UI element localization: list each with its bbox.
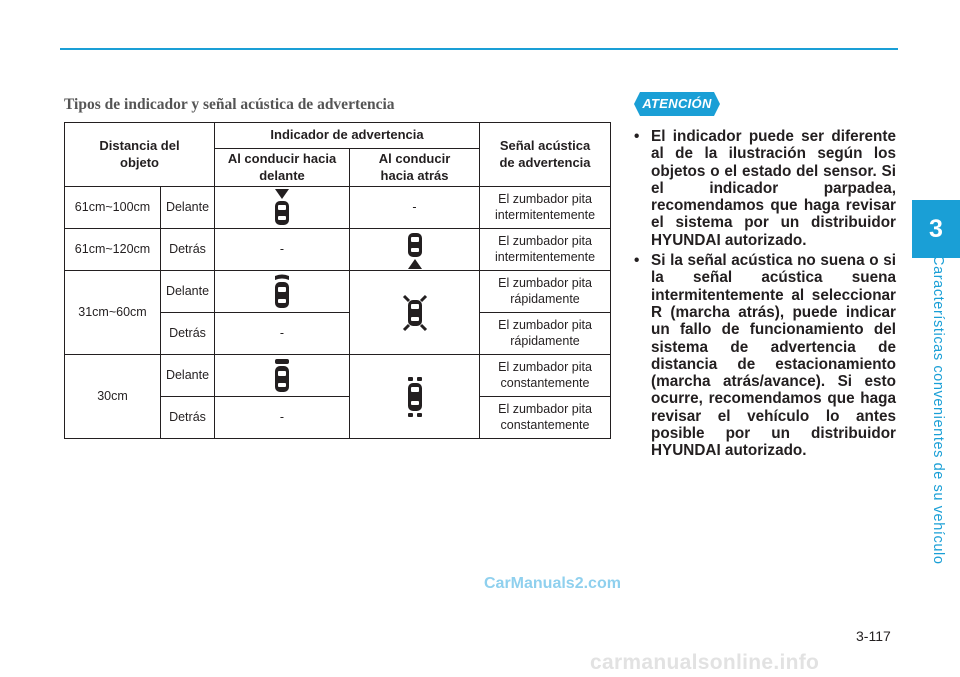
table-row — [65, 187, 611, 229]
watermark: CarManuals2.com — [484, 575, 621, 592]
bullet-glyph: • — [634, 128, 640, 145]
attention-badge — [634, 92, 720, 116]
forward-indicator-cell: - — [215, 397, 350, 439]
forward-indicator-cell — [215, 271, 350, 313]
header-forward: Al conducir hacia delante — [215, 149, 350, 187]
direction-cell: Detrás — [161, 397, 215, 439]
forward-indicator-cell: - — [215, 313, 350, 355]
list-item — [634, 252, 896, 460]
direction-cell: Detrás — [161, 313, 215, 355]
car-front-warning-icon — [273, 189, 291, 227]
direction-cell: Detrás — [161, 229, 215, 271]
car-front-contact-warning-icon — [272, 358, 292, 394]
direction-cell: Delante — [161, 271, 215, 313]
reverse-indicator-cell: - — [350, 187, 480, 229]
reverse-indicator-cell — [350, 355, 480, 439]
footer-site-mark: carmanualsonline.info — [590, 651, 820, 674]
header-sound: Señal acústica de advertencia — [480, 123, 611, 187]
forward-indicator-cell: - — [215, 229, 350, 271]
note-text: El indicador puede ser diferente al de la ilustración según los objetos o el estado del sensor. Si el indicador parpadea, recomendamos que haga revisar el sistema por un distribuidor HYUNDAI autorizado. — [651, 128, 896, 249]
reverse-indicator-cell — [350, 271, 480, 355]
distance-cell: 61cm~120cm — [65, 229, 161, 271]
header-rule — [60, 48, 898, 50]
warning-table — [64, 122, 611, 439]
attention-label: ATENCIÓN — [642, 96, 712, 111]
section-title: Tipos de indicador y señal acústica de advertencia — [64, 96, 395, 113]
sound-cell: El zumbador pita rápidamente — [480, 271, 611, 313]
chapter-number: 3 — [929, 214, 943, 243]
sound-cell: El zumbador pita intermitentemente — [480, 187, 611, 229]
forward-indicator-cell — [215, 355, 350, 397]
table-row — [65, 271, 611, 313]
reverse-indicator-cell — [350, 229, 480, 271]
direction-cell: Delante — [161, 187, 215, 229]
sound-cell: El zumbador pita constantemente — [480, 397, 611, 439]
table-row — [65, 229, 611, 271]
header-indicator: Indicador de advertencia — [215, 123, 480, 149]
distance-cell: 61cm~100cm — [65, 187, 161, 229]
distance-cell: 30cm — [65, 355, 161, 439]
table-row — [65, 355, 611, 397]
car-rear-warning-icon — [406, 231, 424, 269]
chapter-side-title: Características convenientes de su vehículo — [930, 255, 946, 565]
sound-cell: El zumbador pita constantemente — [480, 355, 611, 397]
car-front-close-warning-icon — [272, 274, 292, 310]
page-number: 3-117 — [856, 628, 891, 644]
header-reverse: Al conducir hacia atrás — [350, 149, 480, 187]
forward-indicator-cell — [215, 187, 350, 229]
direction-cell: Delante — [161, 355, 215, 397]
chapter-tab — [912, 200, 960, 258]
bullet-glyph: • — [634, 252, 640, 270]
sound-cell: El zumbador pita intermitentemente — [480, 229, 611, 271]
list-item — [634, 128, 896, 249]
car-all-sides-contact-icon — [404, 376, 426, 418]
sound-cell: El zumbador pita rápidamente — [480, 313, 611, 355]
distance-cell: 31cm~60cm — [65, 271, 161, 355]
header-distance: Distancia del objeto — [65, 123, 215, 187]
car-all-sides-warning-icon — [402, 292, 428, 334]
attention-notes — [634, 128, 896, 463]
note-text: Si la señal acústica no suena o si la señal acústica suena intermitentemente al seleccionar R (marcha atrás), puede indicar un fallo de funcionamiento del sistema de advertencia de distancia de estacionamiento (marcha atrás/avance). Si esto ocurre, recomendamos que haga revisar el vehículo lo antes posible por un distribuidor HYUNDAI autorizado. — [651, 252, 896, 460]
